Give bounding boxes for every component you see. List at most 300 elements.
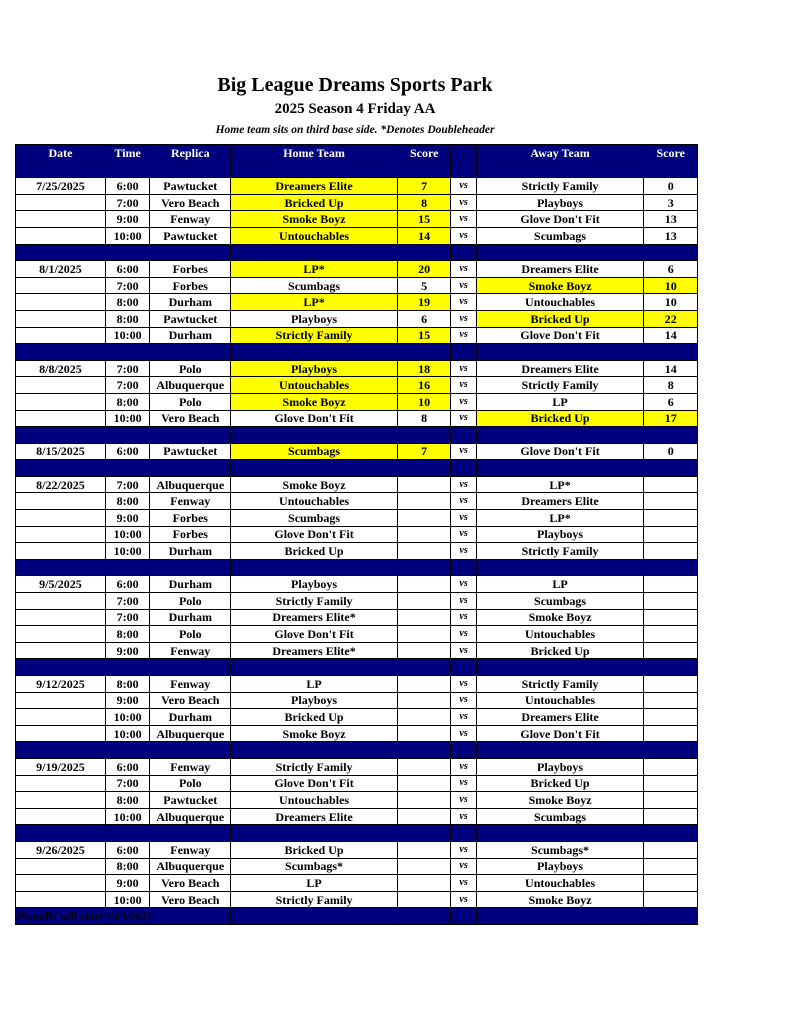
cell-date: 9/5/2025 xyxy=(16,576,106,593)
cell-away-score xyxy=(644,775,698,792)
cell-away-score xyxy=(644,692,698,709)
cell-away-team: Bricked Up xyxy=(476,310,644,327)
cell-vs: vs xyxy=(451,692,476,709)
cell-date xyxy=(16,277,106,294)
cell-away-team: LP* xyxy=(476,476,644,493)
cell-date xyxy=(16,891,106,908)
cell-away-score xyxy=(644,758,698,775)
cell-away-score xyxy=(644,891,698,908)
separator-cell xyxy=(105,460,149,477)
cell-time: 8:00 xyxy=(105,676,149,693)
cell-time: 6:00 xyxy=(105,443,149,460)
cell-home-team: Untouchables xyxy=(231,227,398,244)
table-row xyxy=(16,642,698,659)
separator-cell xyxy=(476,460,644,477)
table-row xyxy=(16,692,698,709)
cell-vs: vs xyxy=(451,211,476,228)
separator-cell xyxy=(231,908,398,925)
cell-away-team: Smoke Boyz xyxy=(476,277,644,294)
separator-cell xyxy=(105,559,149,576)
cell-away-score: 3 xyxy=(644,194,698,211)
cell-away-team: Glove Don't Fit xyxy=(476,211,644,228)
cell-vs: vs xyxy=(451,360,476,377)
cell-home-score xyxy=(397,758,451,775)
cell-replica: Albuquerque xyxy=(150,808,231,825)
cell-vs: vs xyxy=(451,676,476,693)
cell-replica: Albuquerque xyxy=(150,377,231,394)
table-row xyxy=(16,194,698,211)
cell-away-score: 0 xyxy=(644,178,698,195)
col-header-replica: Replica xyxy=(150,145,231,162)
cell-away-team: Glove Don't Fit xyxy=(476,725,644,742)
cell-replica: Polo xyxy=(150,593,231,610)
separator-cell xyxy=(231,244,398,261)
separator-cell xyxy=(644,559,698,576)
cell-away-score: 14 xyxy=(644,360,698,377)
cell-vs: vs xyxy=(451,476,476,493)
cell-away-team: Untouchables xyxy=(476,626,644,643)
separator-cell xyxy=(16,659,106,676)
cell-time: 10:00 xyxy=(105,808,149,825)
cell-home-score: 20 xyxy=(397,261,451,278)
cell-away-team: Bricked Up xyxy=(476,642,644,659)
cell-away-score: 8 xyxy=(644,377,698,394)
cell-time: 6:00 xyxy=(105,841,149,858)
cell-home-team: Untouchables xyxy=(231,792,398,809)
cell-replica: Forbes xyxy=(150,277,231,294)
cell-home-score xyxy=(397,709,451,726)
separator-cell xyxy=(231,742,398,759)
cell-replica: Fenway xyxy=(150,642,231,659)
cell-time: 8:00 xyxy=(105,310,149,327)
cell-date xyxy=(16,792,106,809)
cell-home-score: 8 xyxy=(397,194,451,211)
cell-date xyxy=(16,194,106,211)
cell-away-score xyxy=(644,808,698,825)
cell-replica: Pawtucket xyxy=(150,227,231,244)
cell-time: 10:00 xyxy=(105,543,149,560)
separator-cell xyxy=(231,427,398,444)
separator-cell xyxy=(451,742,476,759)
cell-home-team: Glove Don't Fit xyxy=(231,775,398,792)
table-row xyxy=(16,725,698,742)
cell-away-score xyxy=(644,510,698,527)
cell-home-score xyxy=(397,543,451,560)
separator-cell xyxy=(150,161,231,178)
table-row xyxy=(16,493,698,510)
cell-away-team: Scumbags xyxy=(476,227,644,244)
separator-cell xyxy=(451,659,476,676)
separator-cell xyxy=(644,161,698,178)
cell-time: 7:00 xyxy=(105,593,149,610)
cell-vs: vs xyxy=(451,510,476,527)
separator-cell xyxy=(16,344,106,361)
week-separator xyxy=(16,344,698,361)
table-row xyxy=(16,310,698,327)
cell-away-score xyxy=(644,709,698,726)
cell-vs: vs xyxy=(451,808,476,825)
separator-cell xyxy=(397,908,451,925)
cell-date xyxy=(16,858,106,875)
separator-cell xyxy=(150,244,231,261)
cell-vs: vs xyxy=(451,841,476,858)
cell-vs: vs xyxy=(451,576,476,593)
cell-home-team: Scumbags* xyxy=(231,858,398,875)
cell-replica: Forbes xyxy=(150,510,231,527)
separator-cell xyxy=(397,161,451,178)
schedule-note: Home team sits on third base side. *Denotes Doubleheader xyxy=(215,124,495,136)
separator-cell xyxy=(16,742,106,759)
cell-time: 7:00 xyxy=(105,194,149,211)
table-row xyxy=(16,709,698,726)
cell-date xyxy=(16,709,106,726)
cell-away-score: 17 xyxy=(644,410,698,427)
table-row xyxy=(16,858,698,875)
cell-replica: Forbes xyxy=(150,526,231,543)
cell-home-score xyxy=(397,476,451,493)
table-row xyxy=(16,891,698,908)
cell-vs: vs xyxy=(451,725,476,742)
cell-vs: vs xyxy=(451,277,476,294)
cell-time: 10:00 xyxy=(105,410,149,427)
table-row xyxy=(16,410,698,427)
cell-away-team: Bricked Up xyxy=(476,775,644,792)
cell-date xyxy=(16,593,106,610)
cell-date xyxy=(16,526,106,543)
cell-time: 9:00 xyxy=(105,510,149,527)
cell-home-team: Scumbags xyxy=(231,277,398,294)
table-row xyxy=(16,593,698,610)
cell-away-team: LP xyxy=(476,393,644,410)
cell-date xyxy=(16,211,106,228)
cell-home-team: Bricked Up xyxy=(231,841,398,858)
cell-home-score: 16 xyxy=(397,377,451,394)
cell-date: 9/12/2025 xyxy=(16,676,106,693)
week-separator xyxy=(16,460,698,477)
cell-vs: vs xyxy=(451,543,476,560)
cell-away-score xyxy=(644,543,698,560)
cell-time: 7:00 xyxy=(105,609,149,626)
cell-replica: Vero Beach xyxy=(150,891,231,908)
cell-home-score: 7 xyxy=(397,178,451,195)
cell-date xyxy=(16,875,106,892)
week-separator xyxy=(16,427,698,444)
cell-home-score xyxy=(397,576,451,593)
week-separator xyxy=(16,161,698,178)
cell-date: 8/1/2025 xyxy=(16,261,106,278)
cell-vs: vs xyxy=(451,377,476,394)
cell-replica: Polo xyxy=(150,360,231,377)
separator-cell xyxy=(644,825,698,842)
cell-home-score: 18 xyxy=(397,360,451,377)
cell-time: 10:00 xyxy=(105,526,149,543)
cell-away-team: Glove Don't Fit xyxy=(476,327,644,344)
separator-cell xyxy=(231,825,398,842)
cell-replica: Vero Beach xyxy=(150,692,231,709)
cell-away-score: 6 xyxy=(644,261,698,278)
separator-cell xyxy=(397,559,451,576)
cell-away-team: Bricked Up xyxy=(476,410,644,427)
cell-time: 6:00 xyxy=(105,261,149,278)
cell-home-score xyxy=(397,510,451,527)
cell-away-team: Untouchables xyxy=(476,875,644,892)
cell-time: 9:00 xyxy=(105,875,149,892)
cell-replica: Fenway xyxy=(150,493,231,510)
cell-home-team: Strictly Family xyxy=(231,593,398,610)
cell-vs: vs xyxy=(451,327,476,344)
separator-cell xyxy=(644,244,698,261)
page-subtitle: 2025 Season 4 Friday AA xyxy=(274,101,436,117)
separator-cell xyxy=(150,908,231,925)
cell-time: 8:00 xyxy=(105,493,149,510)
cell-time: 9:00 xyxy=(105,642,149,659)
separator-cell xyxy=(231,559,398,576)
cell-away-team: Dreamers Elite xyxy=(476,360,644,377)
cell-home-team: Smoke Boyz xyxy=(231,725,398,742)
cell-away-team: Strictly Family xyxy=(476,676,644,693)
cell-home-team: Playboys xyxy=(231,360,398,377)
cell-home-score xyxy=(397,493,451,510)
cell-home-score xyxy=(397,792,451,809)
table-row xyxy=(16,626,698,643)
cell-date: 8/8/2025 xyxy=(16,360,106,377)
cell-replica: Durham xyxy=(150,709,231,726)
separator-cell xyxy=(451,825,476,842)
separator-cell xyxy=(644,344,698,361)
table-row xyxy=(16,808,698,825)
separator-cell xyxy=(476,825,644,842)
cell-vs: vs xyxy=(451,493,476,510)
cell-away-team: Playboys xyxy=(476,758,644,775)
week-separator xyxy=(16,659,698,676)
separator-cell xyxy=(150,460,231,477)
cell-date xyxy=(16,310,106,327)
separator-cell xyxy=(105,344,149,361)
separator-cell xyxy=(16,460,106,477)
cell-away-score: 14 xyxy=(644,327,698,344)
cell-home-team: Smoke Boyz xyxy=(231,476,398,493)
separator-cell xyxy=(105,161,149,178)
table-row xyxy=(16,377,698,394)
cell-replica: Fenway xyxy=(150,758,231,775)
cell-vs: vs xyxy=(451,526,476,543)
separator-cell xyxy=(476,908,644,925)
cell-home-score xyxy=(397,642,451,659)
cell-away-team: Scumbags xyxy=(476,808,644,825)
cell-time: 7:00 xyxy=(105,775,149,792)
cell-replica: Pawtucket xyxy=(150,310,231,327)
separator-cell xyxy=(476,344,644,361)
separator-cell xyxy=(644,427,698,444)
cell-time: 10:00 xyxy=(105,327,149,344)
cell-time: 7:00 xyxy=(105,277,149,294)
cell-time: 8:00 xyxy=(105,792,149,809)
cell-home-team: Bricked Up xyxy=(231,709,398,726)
week-separator xyxy=(16,825,698,842)
cell-home-score xyxy=(397,676,451,693)
cell-time: 6:00 xyxy=(105,178,149,195)
cell-home-team: Glove Don't Fit xyxy=(231,626,398,643)
separator-cell xyxy=(105,825,149,842)
cell-away-score xyxy=(644,576,698,593)
cell-home-team: Bricked Up xyxy=(231,543,398,560)
cell-time: 9:00 xyxy=(105,211,149,228)
cell-vs: vs xyxy=(451,642,476,659)
table-row xyxy=(16,576,698,593)
cell-home-team: Playboys xyxy=(231,692,398,709)
cell-replica: Durham xyxy=(150,576,231,593)
cell-away-score xyxy=(644,841,698,858)
cell-home-score: 7 xyxy=(397,443,451,460)
cell-date: 7/25/2025 xyxy=(16,178,106,195)
separator-cell xyxy=(150,825,231,842)
separator-cell xyxy=(16,427,106,444)
cell-home-score: 19 xyxy=(397,294,451,311)
cell-away-score: 10 xyxy=(644,294,698,311)
cell-home-team: Dreamers Elite xyxy=(231,178,398,195)
cell-home-team: Smoke Boyz xyxy=(231,211,398,228)
cell-vs: vs xyxy=(451,443,476,460)
cell-time: 7:00 xyxy=(105,377,149,394)
separator-cell xyxy=(476,659,644,676)
col-header-time: Time xyxy=(105,145,149,162)
cell-home-team: Dreamers Elite* xyxy=(231,642,398,659)
cell-time: 8:00 xyxy=(105,294,149,311)
cell-date xyxy=(16,808,106,825)
separator-cell xyxy=(231,344,398,361)
separator-cell xyxy=(476,244,644,261)
cell-date xyxy=(16,692,106,709)
cell-vs: vs xyxy=(451,393,476,410)
cell-away-team: Smoke Boyz xyxy=(476,792,644,809)
cell-away-team: Smoke Boyz xyxy=(476,891,644,908)
separator-cell xyxy=(397,427,451,444)
cell-vs: vs xyxy=(451,178,476,195)
cell-home-team: Glove Don't Fit xyxy=(231,526,398,543)
cell-home-team: Dreamers Elite xyxy=(231,808,398,825)
separator-cell xyxy=(644,908,698,925)
cell-replica: Durham xyxy=(150,609,231,626)
cell-home-team: Bricked Up xyxy=(231,194,398,211)
cell-time: 8:00 xyxy=(105,626,149,643)
table-row xyxy=(16,792,698,809)
col-header-home-score: Score xyxy=(397,145,451,162)
table-row xyxy=(16,875,698,892)
cell-home-team: Strictly Family xyxy=(231,758,398,775)
cell-time: 9:00 xyxy=(105,692,149,709)
cell-away-score xyxy=(644,676,698,693)
cell-away-score: 6 xyxy=(644,393,698,410)
cell-date xyxy=(16,294,106,311)
cell-time: 10:00 xyxy=(105,891,149,908)
cell-home-team: Dreamers Elite* xyxy=(231,609,398,626)
cell-away-team: Playboys xyxy=(476,194,644,211)
separator-cell xyxy=(150,344,231,361)
cell-date xyxy=(16,725,106,742)
cell-replica: Pawtucket xyxy=(150,443,231,460)
cell-away-team: Playboys xyxy=(476,858,644,875)
cell-date xyxy=(16,543,106,560)
cell-vs: vs xyxy=(451,891,476,908)
table-row xyxy=(16,676,698,693)
cell-replica: Polo xyxy=(150,626,231,643)
cell-time: 10:00 xyxy=(105,725,149,742)
cell-replica: Fenway xyxy=(150,676,231,693)
cell-away-team: Strictly Family xyxy=(476,543,644,560)
cell-home-score xyxy=(397,841,451,858)
cell-away-team: Untouchables xyxy=(476,692,644,709)
cell-vs: vs xyxy=(451,310,476,327)
cell-date xyxy=(16,377,106,394)
separator-cell xyxy=(476,161,644,178)
cell-vs: vs xyxy=(451,194,476,211)
cell-away-team: LP* xyxy=(476,510,644,527)
cell-home-team: Untouchables xyxy=(231,493,398,510)
separator-cell xyxy=(451,460,476,477)
separator-cell xyxy=(16,244,106,261)
cell-replica: Vero Beach xyxy=(150,410,231,427)
cell-home-score xyxy=(397,858,451,875)
cell-home-score xyxy=(397,692,451,709)
page-title: Big League Dreams Sports Park xyxy=(217,74,493,96)
cell-replica: Polo xyxy=(150,393,231,410)
cell-time: 6:00 xyxy=(105,758,149,775)
header-row xyxy=(16,145,698,162)
cell-vs: vs xyxy=(451,875,476,892)
cell-away-team: Playboys xyxy=(476,526,644,543)
cell-date xyxy=(16,609,106,626)
cell-time: 6:00 xyxy=(105,576,149,593)
table-row xyxy=(16,261,698,278)
cell-replica: Pawtucket xyxy=(150,178,231,195)
cell-home-score xyxy=(397,626,451,643)
table-row xyxy=(16,227,698,244)
separator-cell xyxy=(16,559,106,576)
cell-vs: vs xyxy=(451,294,476,311)
separator-cell xyxy=(397,344,451,361)
separator-cell xyxy=(397,742,451,759)
table-row xyxy=(16,775,698,792)
cell-home-team: Strictly Family xyxy=(231,891,398,908)
cell-home-team: Glove Don't Fit xyxy=(231,410,398,427)
cell-away-score: 22 xyxy=(644,310,698,327)
cell-replica: Albuquerque xyxy=(150,476,231,493)
cell-away-score xyxy=(644,593,698,610)
cell-replica: Vero Beach xyxy=(150,194,231,211)
cell-vs: vs xyxy=(451,261,476,278)
table-row xyxy=(16,841,698,858)
cell-replica: Durham xyxy=(150,543,231,560)
cell-away-score: 10 xyxy=(644,277,698,294)
table-row xyxy=(16,476,698,493)
cell-time: 8:00 xyxy=(105,858,149,875)
cell-time: 10:00 xyxy=(105,709,149,726)
cell-vs: vs xyxy=(451,709,476,726)
cell-away-score: 13 xyxy=(644,227,698,244)
cell-home-score: 14 xyxy=(397,227,451,244)
cell-home-score xyxy=(397,609,451,626)
separator-cell xyxy=(105,659,149,676)
cell-away-team: Strictly Family xyxy=(476,178,644,195)
cell-vs: vs xyxy=(451,858,476,875)
cell-date: 8/15/2025 xyxy=(16,443,106,460)
cell-time: 8:00 xyxy=(105,393,149,410)
cell-away-score: 0 xyxy=(644,443,698,460)
table-row xyxy=(16,277,698,294)
table-row xyxy=(16,360,698,377)
cell-replica: Fenway xyxy=(150,211,231,228)
cell-home-team: Scumbags xyxy=(231,510,398,527)
